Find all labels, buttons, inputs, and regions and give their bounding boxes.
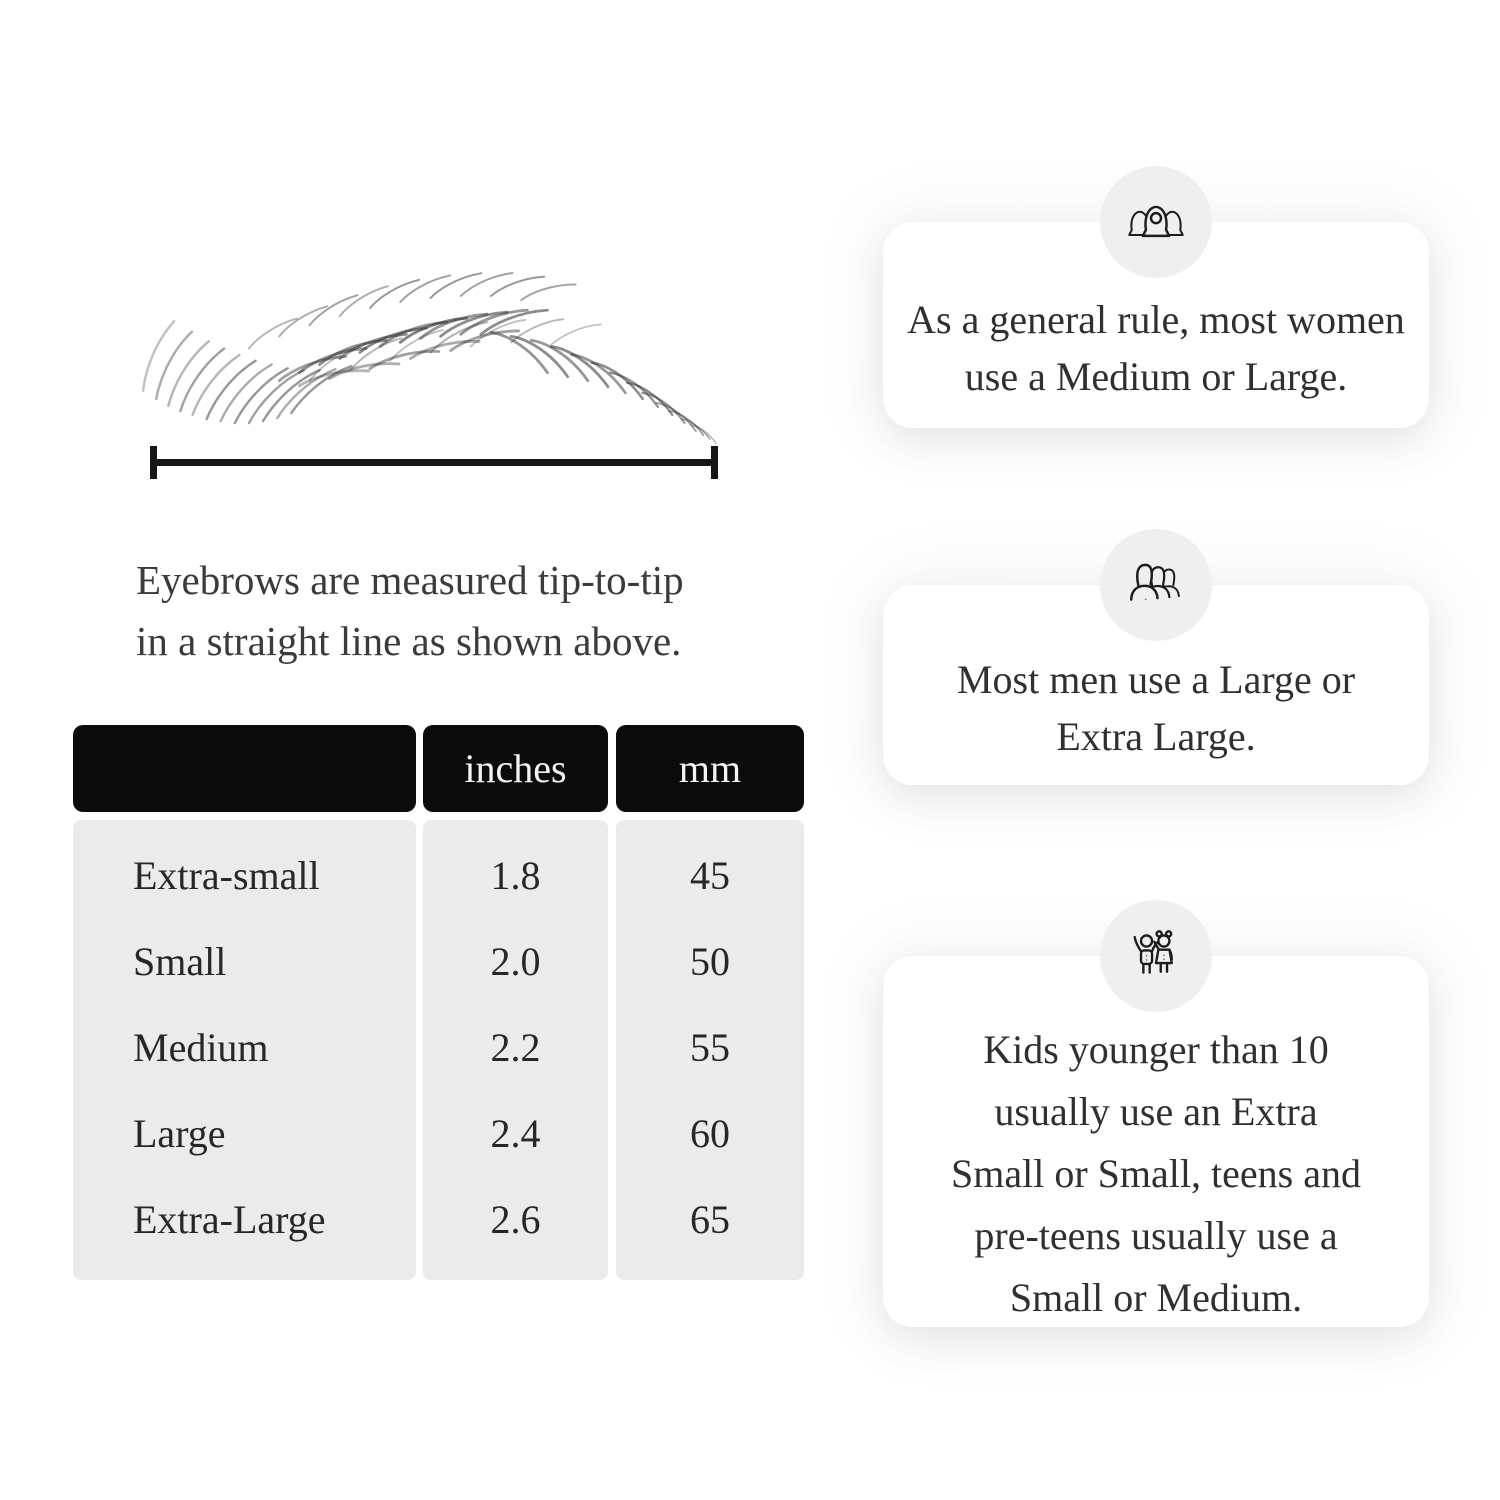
kids-icon-circle xyxy=(1100,900,1212,1012)
table-cell-mm: 55 xyxy=(690,1024,730,1070)
measurement-line-left-cap xyxy=(150,446,157,479)
table-row-label: Small xyxy=(133,938,227,984)
tip-text-line: pre-teens usually use a xyxy=(974,1212,1338,1258)
women-group-icon xyxy=(1122,196,1190,248)
table-row-label: Extra-Large xyxy=(133,1196,326,1242)
table-cell-inches: 2.0 xyxy=(490,938,541,984)
women-icon-circle xyxy=(1100,166,1212,278)
tip-text-line: usually use an Extra xyxy=(994,1088,1318,1134)
table-cell-mm: 60 xyxy=(690,1110,730,1156)
tip-text-line: Small or Small, teens and xyxy=(951,1150,1361,1196)
table-cell-inches: 2.4 xyxy=(490,1110,541,1156)
table-header-size xyxy=(73,725,416,812)
table-cell-inches: 2.2 xyxy=(490,1024,541,1070)
tip-text-line: As a general rule, most women xyxy=(907,297,1405,342)
kids-icon xyxy=(1124,926,1188,986)
measurement-caption-line2: in a straight line as shown above. xyxy=(136,618,682,664)
tip-text-line: Kids younger than 10 xyxy=(983,1026,1329,1072)
table-header-inches: inches xyxy=(423,725,608,812)
table-cell-inches: 1.8 xyxy=(490,852,541,898)
table-column-mm xyxy=(616,820,804,1280)
eyebrow-illustration xyxy=(128,238,733,473)
table-cell-mm: 50 xyxy=(690,938,730,984)
men-icon-circle xyxy=(1100,529,1212,641)
table-column-inches xyxy=(423,820,608,1280)
tip-text-line: use a Medium or Large. xyxy=(964,354,1348,399)
measurement-line xyxy=(150,459,718,466)
table-cell-inches: 2.6 xyxy=(490,1196,541,1242)
tip-text-line: Extra Large. xyxy=(1056,714,1256,759)
tip-text-line: Small or Medium. xyxy=(1009,1274,1303,1320)
tip-text-line: Most men use a Large or xyxy=(956,657,1356,702)
table-row-label: Medium xyxy=(133,1024,269,1070)
measurement-caption-line1: Eyebrows are measured tip-to-tip xyxy=(136,557,684,603)
measurement-line-right-cap xyxy=(711,446,718,479)
table-row-label: Extra-small xyxy=(133,852,320,898)
men-group-icon xyxy=(1122,559,1190,611)
table-cell-mm: 45 xyxy=(690,852,730,898)
table-row-label: Large xyxy=(133,1110,226,1156)
measurement-caption xyxy=(136,550,776,672)
table-column-size-labels xyxy=(73,820,416,1280)
table-header-mm: mm xyxy=(616,725,804,812)
table-cell-mm: 65 xyxy=(690,1196,730,1242)
